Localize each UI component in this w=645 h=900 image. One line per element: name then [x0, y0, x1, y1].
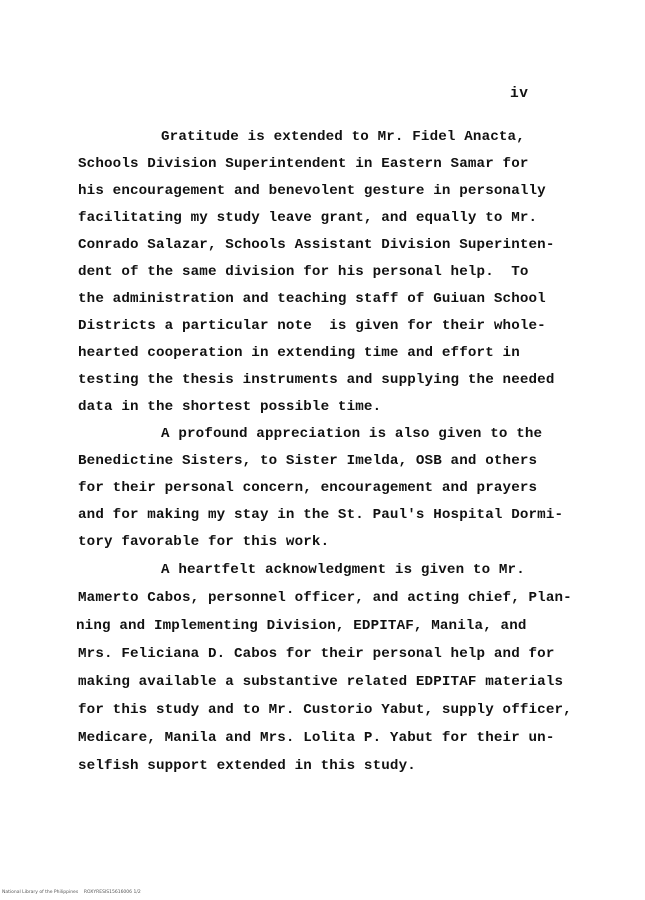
paragraph-line: hearted cooperation in extending time and effort in — [78, 345, 520, 361]
paragraph-line: Benedictine Sisters, to Sister Imelda, OSB and others — [78, 453, 538, 469]
paragraph-line: A heartfelt acknowledgment is given to Mr. — [161, 562, 525, 578]
footer-watermark: National Library of the Philippines ROXYRESIS15616006 1/2 — [2, 890, 141, 895]
paragraph-line: Schools Division Superintendent in Eastern Samar for — [78, 156, 529, 172]
paragraph-line: making available a substantive related EDPITAF materials — [78, 674, 564, 690]
paragraph-line: Mamerto Cabos, personnel officer, and acting chief, Plan- — [78, 590, 572, 606]
paragraph-line: A profound appreciation is also given to the — [161, 426, 543, 442]
paragraph-line: ning and Implementing Division, EDPITAF, Manila, and — [76, 618, 527, 634]
paragraph-line: for this study and to Mr. Custorio Yabut, supply officer, — [78, 702, 572, 718]
paragraph-line: his encouragement and benevolent gesture in personally — [78, 183, 546, 199]
paragraph-line: the administration and teaching staff of Guiuan School — [78, 291, 546, 307]
paragraph-line: data in the shortest possible time. — [78, 399, 382, 415]
paragraph-line: facilitating my study leave grant, and equally to Mr. — [78, 210, 538, 226]
paragraph-line: testing the thesis instruments and supplying the needed — [78, 372, 555, 388]
paragraph-line: and for making my stay in the St. Paul's Hospital Dormi- — [78, 507, 564, 523]
paragraph-line: selfish support extended in this study. — [78, 758, 416, 774]
paragraph-line: for their personal concern, encouragement and prayers — [78, 480, 538, 496]
paragraph-line: Medicare, Manila and Mrs. Lolita P. Yabut for their un- — [78, 730, 555, 746]
paragraph-line: Gratitude is extended to Mr. Fidel Anacta, — [161, 129, 525, 145]
paragraph-line: dent of the same division for his personal help. To — [78, 264, 529, 280]
paragraph-line: Conrado Salazar, Schools Assistant Division Superinten- — [78, 237, 555, 253]
page-number: iv — [510, 86, 529, 102]
paragraph-line: Mrs. Feliciana D. Cabos for their personal help and for — [78, 646, 555, 662]
paragraph-line: tory favorable for this work. — [78, 534, 330, 550]
paragraph-line: Districts a particular note is given for their whole- — [78, 318, 546, 334]
